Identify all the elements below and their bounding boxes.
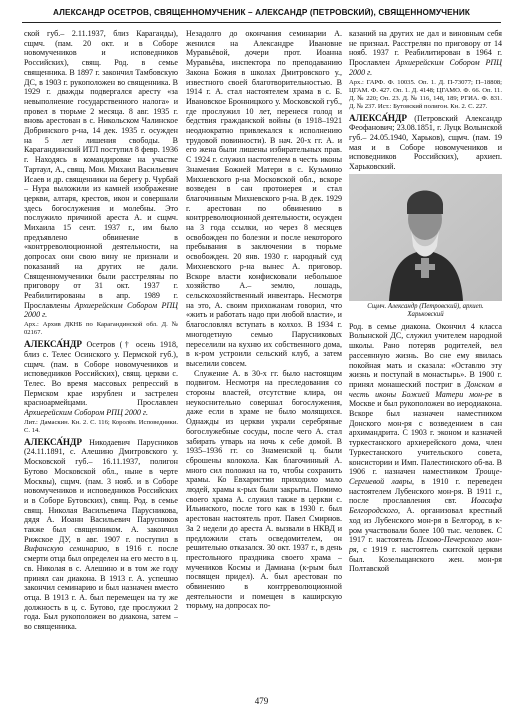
entry-osetrov: АЛЕКСА́НДР Осетров († осень 1918, близ с. Телес Осинского у. Пермской губ.), сщмч. (пам. в Соборе новомучеников и исповедников Российских), свящ. церкви с. Телес. Во время массовых репрессий в Пермском крае изрублен и застрелен красноармейцами. Прославлен Архиерейским Собором РПЦ 2000 г. <box>24 339 178 418</box>
portrait-photo-image <box>349 174 502 301</box>
entry-parusnikov: АЛЕКСА́НДР Никодаевич Парусников (24.11.1891, с. Алешино Дмитровского у. Московской губ.– 16.11.1937, полигон Бутово Московской обл., ныне в черте Москвы), сщмч. (пам. 3 нояб. и в Соборе новомучеников и исповедников Российских и в Соборе Бутовских), свящ. Род. в семье свящ. Николая Васильевича Парусникова, дядя А. Иоанн Васильевич Парусников также был священником. А. закончил Рижское ДУ, в авг. 1907 г. поступил в Вифанскую семинарию, в 1916 г. после смерти отца был определен на его место в ц. св. Николая в с. Алешино и в том же году принял сан диакона. В 1913 г. А. успешно закончил семинарию и был назначен вместо отца. В 1913 г. А. был перемещен на ту же должность в ц. с. Бутово, где прослужил 2 года. Был рукоположен во диакона, затем – во священника. <box>24 436 178 632</box>
entry-petrovsky: АЛЕКСА́НДР (Петровский Александр Феофанович; 23.08.1851, г. Луцк Волынской губ.– 24.05.1940, Харьков), сщмч. (пам. 19 мая и в Соборе новомучеников и исповедников Российских), архиеп. Харьковский. <box>349 112 502 172</box>
column-middle <box>186 29 342 683</box>
archive-reference: Арх.: Архив ДКНБ по Карагандинской обл. Д. № 02167. <box>24 321 178 337</box>
entry-text: Служение А. в 30-х гг. было настоящим подвигом. Несмотря на преследования со стороны властей, отсутствие клира, он неукоснительно совершал богослужения, даже если в храме не было молящихся. Однажды из церкви украли серебряные богослужебные сосуды, после чего А. стал забирать утварь на ночь к себе домой. В 1935–1936 гг. со Знаменской ц. были сброшены колокола. Как благочинный А. много сил положил на то, чтобы сохранить храмы. Ко Евхаристии приходило мало людей, храмы к-рых были закрыты. Помимо своего храма А. служил также в церкви с. Ильинского, после того как в 1930 г. был арестован настоятель прот. Павел Смирнов. За 2 недели до ареста А. вызвали в НКВД и предложили стать осведомителем, он решительно отказался. 30 окт. 1937 г., в день престольного праздника своего храма – мучеников Космы и Дамиана (к-рым был посвящен придел). А. был арестован по обвинению в контрреволюционной деятельности и помещен в каширскую тюрьму, на допросах по- <box>186 368 342 611</box>
page-number: 479 <box>254 696 269 706</box>
portrait-photo <box>349 174 502 301</box>
entry-text: ской губ.– 2.11.1937, близ Караганды), сщмч. (пам. 20 окт. и в Соборе новомучеников и исповедников Российских), свящ. Род. в семье священника. В 1897 г. закончил Тамбовскую ДС, в 1903 г. рукоположен во священника. В 1929 г. дважды подвергался аресту «за невыполнение государственного налога» и провел в тюрьме 2 месяца. 8 авг. 1935 г. вновь арестован в с. Никольском Чалинское Добринского р-на, 14 дек. 1935 г. осужден на 5 лет лишения свободы. В Карагандинский ИТЛ поступил 8 февр. 1936 г. Находясь в командировке на участке Тартаул, А., свящ. Мои. Михаил Васильевич Исаев и др. священники на берегу р. Чурбай – Нура выложили из камней изображение церкви, алтаря, крестов, икон и совершали здесь богослужения и молебны. Это послужило причиной ареста А. и сщмч. Михаила 15 сент. 1937 г., им было предъявлено обвинение в «контрреволюционной деятельности, на допросах они свою вину не признали и показаний на других не дали. Священномученики были расстреляны по приговору от 31 окт. 1937 г. Реабилитированы в апр. 1989 г. Прославлены Архиерейским Собором РПЦ 2000 г. <box>24 29 178 320</box>
column-right <box>349 29 502 683</box>
entry-title: АЛЕКСА́НДР <box>24 339 82 350</box>
entry-title: АЛЕКСА́НДР <box>349 112 407 123</box>
photo-caption: Сщмч. Александр (Петровский), архиеп. Харьковский <box>367 302 484 318</box>
running-header: АЛЕКСАНДР ОСЕТРОВ, СВЯЩЕННОМУЧЕНИК – АЛЕКСАНДР (ПЕТРОВСКИЙ), СВЯЩЕННОМУЧЕНИК <box>52 8 471 17</box>
header-rule <box>22 22 501 23</box>
entry-text: казаний на других не дал и виновным себя не признал. Расстрелян по приговору от 14 нояб. 1937 г. Реабилитирован в 1964 г. Прославлен Архиерейским Собором РПЦ 2000 г. <box>349 29 502 77</box>
column-left <box>24 29 178 683</box>
archive-reference: Арх.: ГАРФ. Ф. 10035. Оп. 1. Д. П-73077; П–18808; ЦГАМ. Ф. 427. Оп. 1. Д. 4148; ЦГАМО. Ф. 66. Оп. 11. Д. № 220; Оп. 23. Д. № 116, 148, 189; РГИА. Ф. 831. Д. № 237. Ист.: Бутовский полигон. Кн. 2. С. 227. <box>349 78 502 110</box>
entry-title: АЛЕКСА́НДР <box>24 436 82 447</box>
entry-text: Незадолго до окончания семинарии А. женился на Александре Ивановне Муравьёвой, дочери прот. Иоанна Муравьёва, инспектора по преподаванию Закона Божия в школах Дмитровского у., известного своей благотворительностью. В 1914 г. А. стал настоятелем храма в с. Б. Ивановское Бронницкого у. Московской губ., где прослужил 10 лет, перенеся голод и бедствия гражданской войны (в 1918–1921 неоднократно привлекался к исполнению трудовой повинности). В нач. 20-х гг. А. и его жена были лишены избирательных прав. С 1924 г. служил настоятелем в честь иконы Знамения Божией Матери в с. Кузьмино Михневского р-на Московской обл., вскоре возведен в сан протоиерея и стал благочинным Михневского р-на. В дек. 1929 г. арестован по обвинению в контрреволюционной деятельности, осужден на 3 года ссылки, но через 8 месяцев освобожден по болезни и после некоторого пребывания в заключении в тюрьме освобожден. 20 янв. 1930 г. народный суд Михневского р-на вынес А. приговор. Вскоре власти конфисковали небольшое хозяйство А.– землю, лошадь, сельскохозяйственный инвентарь. Несмотря на это, А. своим прихожанам говорил, что «жить и работать надо при любой власти», и благословлял вступать в колхоз. В 1934 г. многодетную семью Парусниковых переселили на кухню их собственного дома, в к-ром устроили сельский клуб, а затем выселили совсем. <box>186 29 342 368</box>
literature-reference: Лит.: Дамаскин. Кн. 2. С. 116; Королёв. Исповедники. С. 14. <box>24 418 178 434</box>
entry-text: Род. в семье диакона. Окончил 4 класса Волынской ДС, служил учителем народной школы. Рано потеряв родителей, вел рассеянную жизнь. Во сне ему явилась покойная мать и сказала: «Оставлю эту жизнь и поступай в монастырь». В 1900 г. принял монашеский постриг в Донском в честь иконы Божией Матери мон-ре в Москве и был рукоположен во иеродиакона. Вскоре был назначен наместником Донского мон-ря с возведением в сан архимандрита. С 1903 г. эконом и казначей туркестанского архиерейского дома, член Туркестанского учительского совета, консистории и Имп. Палестинского об-ва. В 1906 г. назначен наместником Троице-Сергиевой лавры, в 1910 г. переведен настоятелем Лубенского мон-ря. В 1911 г., после прославления свт. Иоасафа Белгородского, А. организовал крестный ход из Лубенского мон-ря в Белгород, в к-ром участвовали более 100 тыс. человек. С 1917 г. настоятель Псково-Печерского мон-ря, с 1919 г. настоятель скитской церкви был. Козельщанского жен. мон-ря Полтавской <box>349 321 502 574</box>
